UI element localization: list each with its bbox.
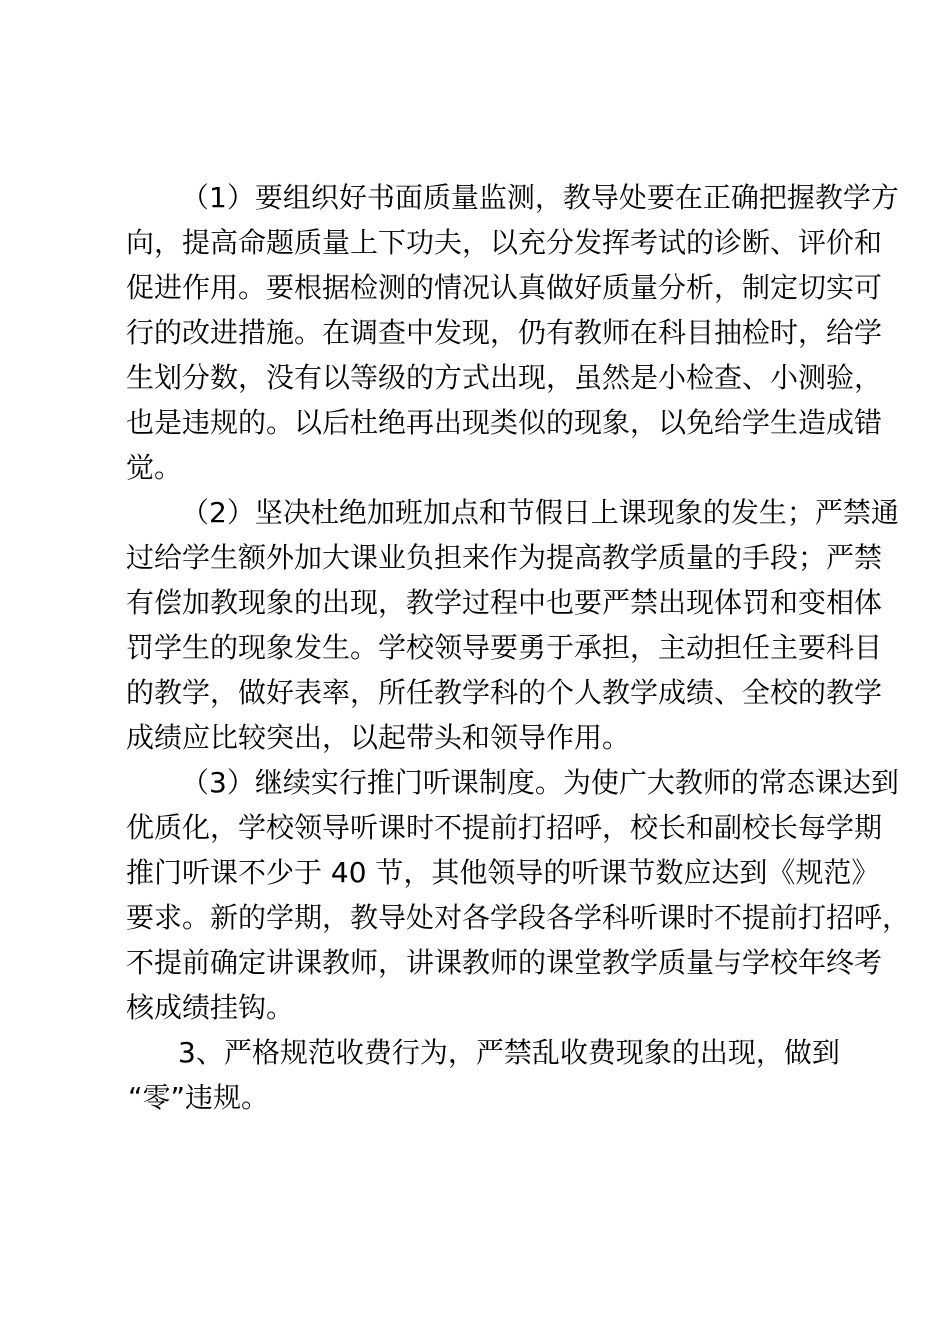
text-line: 核成绩挂钩。 — [126, 991, 295, 1024]
text-line: 有偿加教现象的出现，教学过程中也要严禁出现体罚和变相体 — [126, 586, 883, 619]
text-line: 推门听课不少于 40 节，其他领导的听课节数应达到《规范》 — [126, 856, 880, 889]
text-line: 也是违规的。以后杜绝再出现类似的现象，以免给学生造成错 — [126, 406, 883, 439]
text-line: 的教学，做好表率，所任教学科的个人教学成绩、全校的教学 — [126, 676, 883, 709]
text-line: 3、严格规范收费行为，严禁乱收费现象的出现，做到 — [178, 1036, 840, 1069]
paragraph-4 — [126, 1030, 840, 1120]
paragraph-1 — [126, 175, 899, 490]
text-line: （1）要组织好书面质量监测，教导处要在正确把握教学方 — [181, 181, 899, 214]
text-line: “零”违规。 — [128, 1081, 270, 1114]
paragraph-2 — [126, 490, 899, 760]
text-line: 过给学生额外加大课业负担来作为提高教学质量的手段；严禁 — [126, 541, 883, 574]
text-line: 觉。 — [126, 451, 183, 484]
text-line: 向，提高命题质量上下功夫，以充分发挥考试的诊断、评价和 — [126, 226, 883, 259]
text-line: 罚学生的现象发生。学校领导要勇于承担，主动担任主要科目 — [126, 631, 883, 664]
text-line: 不提前确定讲课教师，讲课教师的课堂教学质量与学校年终考 — [126, 946, 883, 979]
text-line: 生划分数，没有以等级的方式出现，虽然是小检查、小测验， — [126, 361, 883, 394]
text-line: 要求。新的学期，教导处对各学段各学科听课时不提前打招呼， — [126, 901, 911, 934]
text-line: 促进作用。要根据检测的情况认真做好质量分析，制定切实可 — [126, 271, 883, 304]
paragraph-3 — [126, 760, 911, 1030]
document-body — [126, 175, 911, 1120]
text-line: （2）坚决杜绝加班加点和节假日上课现象的发生；严禁通 — [181, 496, 899, 529]
text-line: （3）继续实行推门听课制度。为使广大教师的常态课达到 — [181, 766, 899, 799]
text-line: 成绩应比较突出，以起带头和领导作用。 — [126, 721, 631, 754]
text-line: 行的改进措施。在调查中发现，仍有教师在科目抽检时，给学 — [126, 316, 883, 349]
text-line: 优质化，学校领导听课时不提前打招呼，校长和副校长每学期 — [126, 811, 883, 844]
